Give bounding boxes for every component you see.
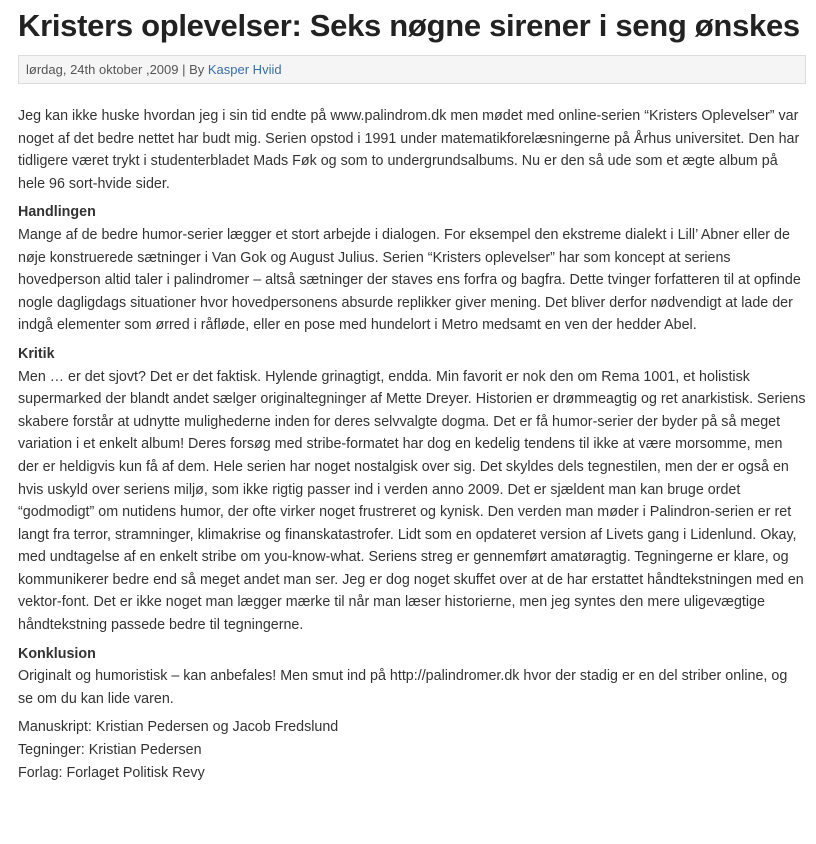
author-link[interactable]: Kasper Hviid — [207, 62, 282, 77]
section-text-handlingen: Mange af de bedre humor-serier lægger et stort arbejde i dialogen. For eksempel den ekstreme dialekt i Lill’ Abner eller de nøje konstruerede sætninger i Van Gok og August Julius. Serien “Kristers oplevelser” har som koncept at seriens hovedperson altid taler i palindromer – altså sætninger der staves ens forfra og bagfra. Dette tvinger forfatteren til at opfinde nogle dagligdags situationer hvor hovedpersonens absurde replikker giver mening. Det bliver derfor nødvendigt at lade der indgå elementer som ørred i råfløde, eller en pose med hundelort i Metro medsamt en ven der hedder Abel. — [18, 226, 801, 334]
intro-paragraph: Jeg kan ikke huske hvordan jeg i sin tid endte på www.palindrom.dk men mødet med online-serien “Kristers Oplevelser” var noget af det bedre nettet har budt mig. Serien opstod i 1991 under matematikforelæsningerne på Århus universitet. Den har tidligere været trykt i studenterbladet Mads Føk og som to undergrundsalbums. Nu er den så ude som et ægte album på hele 96 sort-hvide sider. — [18, 108, 800, 192]
article-meta — [18, 55, 806, 84]
article-date: lørdag, 24th oktober ,2009 | By — [26, 62, 208, 77]
credits — [18, 716, 806, 784]
credit-manuscript: Manuskript: Kristian Pedersen og Jacob Fredslund — [18, 719, 339, 736]
section-text-kritik: Men … er det sjovt? Det er det faktisk. Hylende grinagtigt, endda. Min favorit er nok den om Rema 1001, et holistisk supermarked der blandt andet sælger originaltegninger af Mette Dreyer. Historien er drømmeagtig og ret anarkistisk. Seriens skabere forstår at udnytte mulighederne inden for deres selvvalgte dogma. Det er få humor-serier der byder på så meget variation i et enkelt album! Deres forsøg med stribe-formatet har dog en kedelig tendens til ikke at være morsomme, men der er heldigvis kun få af dem. Hele serien har noget nostalgisk over sig. Det skyldes dels tegnestilen, men der er også en hvis uskyld over seriens miljø, som ikke rigtig passer ind i verden anno 2009. Det er sjældent man kan bruge ordet “godmodigt” om nutidens humor, der ofte virker noget frustreret og kynisk. Den verden man møder i Palindron-serien er ret langt fra terror, stramninger, klimakrise og finanskatastrofer. Lidt som en opdateret version af Livets gang i Lidenlund. Okay, med undtagelse af en enkelt stribe om you-know-what. Seriens streg er gennemført amatøragtig. Tegningerne er klare, og kommunikerer bedre end så meget andet man ser. Jeg er dog noget skuffet over at de har erstattet håndtekstningen med en vektor-font. Det er ikke noget man lægger mærke til når man læser historierne, men jeg syntes den mere uligevægtige håndtekstning passede bedre til tegningerne. — [18, 368, 806, 634]
credit-publisher: Forlag: Forlaget Politisk Revy — [18, 764, 205, 781]
section-heading-konklusion: Konklusion — [18, 645, 96, 662]
section-text-konklusion: Originalt og humoristisk – kan anbefales! Men smut ind på http://palindromer.dk hvor der stadig er en del striber online, og se om du kan lide varen. — [18, 668, 788, 707]
article-body — [18, 105, 806, 784]
section-heading-handlingen: Handlingen — [18, 204, 96, 221]
credit-drawings: Tegninger: Kristian Pedersen — [18, 742, 202, 759]
article — [18, 0, 806, 784]
article-title: Kristers oplevelser: Seks nøgne sirener i seng ønskes — [18, 8, 800, 43]
section-heading-kritik: Kritik — [18, 345, 55, 362]
